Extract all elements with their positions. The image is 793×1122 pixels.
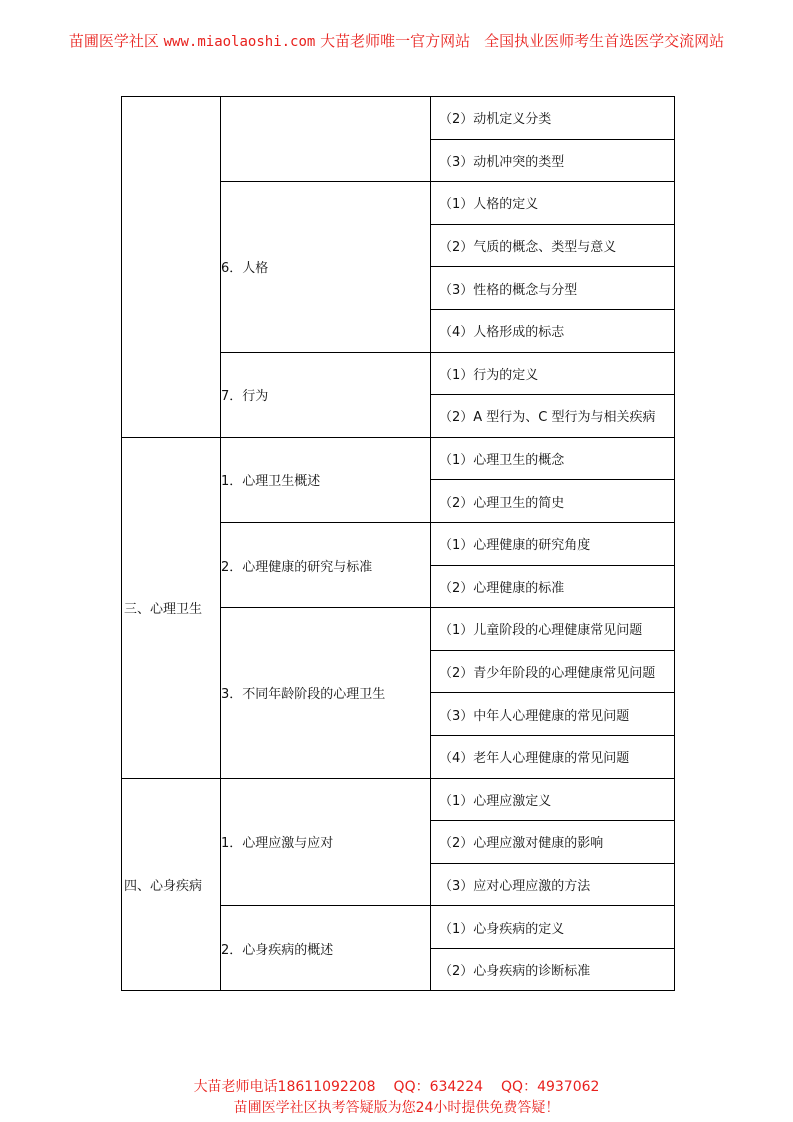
topic-cell: 2．心身疾病的概述: [221, 906, 431, 991]
table-row: [122, 437, 675, 480]
syllabus-table: [121, 96, 675, 991]
topic-cell: 2．心理健康的研究与标准: [221, 522, 431, 607]
item-cell: （4）老年人心理健康的常见问题: [431, 735, 675, 778]
table-row: [122, 97, 675, 140]
topic-cell: 1．心理应激与应对: [221, 778, 431, 906]
item-cell: （3）性格的概念与分型: [431, 267, 675, 310]
item-cell: （2）心身疾病的诊断标准: [431, 948, 675, 991]
item-cell: （2）心理健康的标准: [431, 565, 675, 608]
footer-contact-line: [0, 1076, 793, 1096]
topic-cell: 6．人格: [221, 182, 431, 352]
item-cell: （3）应对心理应激的方法: [431, 863, 675, 906]
item-cell: （2）动机定义分类: [431, 97, 675, 140]
header-slogan: 全国执业医师考生首选医学交流网站: [484, 32, 725, 50]
site-url-link[interactable]: www.miaolaoshi.com: [163, 34, 316, 50]
item-cell: （1）心理应激定义: [431, 778, 675, 821]
item-cell: （2）A 型行为、C 型行为与相关疾病: [431, 395, 675, 438]
topic-cell: 3．不同年龄阶段的心理卫生: [221, 608, 431, 778]
item-cell: （2）心理应激对健康的影响: [431, 821, 675, 864]
item-cell: （1）心理健康的研究角度: [431, 522, 675, 565]
footer-qq-1: QQ：634224: [393, 1079, 484, 1095]
item-cell: （3）动机冲突的类型: [431, 139, 675, 182]
item-cell: （1）心理卫生的概念: [431, 437, 675, 480]
site-name: 苗圃医学社区: [68, 32, 159, 50]
item-cell: （4）人格形成的标志: [431, 309, 675, 352]
topic-cell: 7．行为: [221, 352, 431, 437]
item-cell: （1）行为的定义: [431, 352, 675, 395]
footer-service-line: 苗圃医学社区执考答疑版为您24小时提供免费答疑！: [233, 1100, 560, 1116]
item-cell: （2）青少年阶段的心理健康常见问题: [431, 650, 675, 693]
item-cell: （1）儿童阶段的心理健康常见问题: [431, 608, 675, 651]
item-cell: （2）心理卫生的简史: [431, 480, 675, 523]
item-cell: （1）人格的定义: [431, 182, 675, 225]
page-header: [0, 30, 793, 51]
item-cell: （3）中年人心理健康的常见问题: [431, 693, 675, 736]
unit-cell: 四、心身疾病: [122, 778, 221, 991]
table-row: [122, 778, 675, 821]
topic-cell-continued: [221, 97, 431, 182]
item-cell: （1）心身疾病的定义: [431, 906, 675, 949]
footer-phone: 大苗老师电话18611092208: [193, 1079, 376, 1095]
item-cell: （2）气质的概念、类型与意义: [431, 224, 675, 267]
unit-cell-continued: [122, 97, 221, 438]
topic-cell: 1．心理卫生概述: [221, 437, 431, 522]
unit-cell: 三、心理卫生: [122, 437, 221, 778]
official-site-text: 大苗老师唯一官方网站: [320, 32, 471, 50]
footer-qq-2: QQ：4937062: [501, 1079, 600, 1095]
